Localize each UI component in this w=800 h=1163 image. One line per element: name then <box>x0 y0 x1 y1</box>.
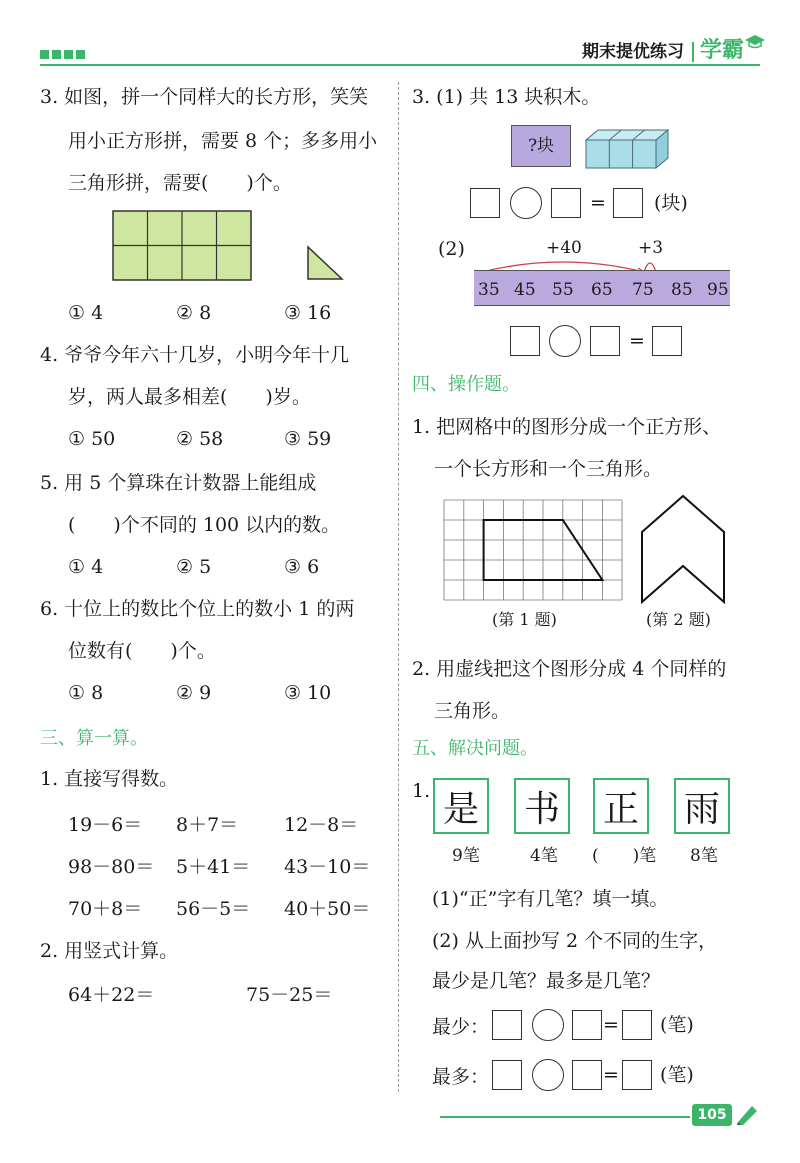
pencil-icon <box>734 1102 760 1126</box>
q6-line1: 6. 十位上的数比个位上的数小 1 的两 <box>40 598 355 620</box>
calc1-r1c2: 8＋7＝ <box>176 814 239 836</box>
op1-line2: 一个长方形和一个三角形。 <box>434 458 663 480</box>
section-4-heading: 四、操作题。 <box>412 374 520 395</box>
calc1-r1c1: 19－6＝ <box>68 814 143 836</box>
calc2-item-1: 64＋22＝ <box>68 984 155 1006</box>
q4-option-3[interactable]: ③ 59 <box>284 428 332 450</box>
calc1-r2c3: 43－10＝ <box>284 856 371 878</box>
stroke-count-shu: 4笔 <box>530 846 558 866</box>
r-q3-line1: 3. (1) 共 13 块积木。 <box>412 86 601 108</box>
unit-strokes-max: (笔) <box>660 1064 694 1086</box>
solve1-sub2b: 最少是几笔？最多是几笔？ <box>432 970 661 992</box>
footer-line <box>440 1116 690 1118</box>
calc1-r3c3: 40＋50＝ <box>284 898 371 920</box>
q3-line1: 3. 如图，拼一个同样大的长方形，笑笑 <box>40 86 369 108</box>
operator-circle[interactable] <box>532 1059 564 1091</box>
header-decor <box>40 50 49 59</box>
stroke-count-shi: 9笔 <box>452 846 480 866</box>
header-line <box>40 64 760 66</box>
q6-option-1[interactable]: ① 8 <box>68 682 104 704</box>
solve1-number: 1. <box>412 780 431 802</box>
calc1-r3c1: 70＋8＝ <box>68 898 143 920</box>
answer-box[interactable] <box>572 1060 602 1090</box>
unknown-block <box>511 125 571 167</box>
char-box-yu: 雨 <box>674 778 730 834</box>
part2-label: (2) <box>438 238 465 260</box>
header-title: 期末提优练习 <box>582 42 684 62</box>
answer-box[interactable] <box>572 1010 602 1040</box>
q6-line2: 位数有( )个。 <box>68 640 216 662</box>
solve1-sub2a: (2) 从上面抄写 2 个不同的生字， <box>432 930 718 952</box>
stroke-count-zheng[interactable]: ( )笔 <box>592 846 657 866</box>
q3-line2: 用小正方形拼，需要 8 个；多多用小 <box>68 130 378 152</box>
page-number-badge <box>692 1104 732 1126</box>
op2-line2: 三角形。 <box>434 700 511 722</box>
answer-box[interactable] <box>622 1060 652 1090</box>
answer-box[interactable] <box>510 326 540 356</box>
answer-box[interactable] <box>470 188 500 218</box>
q4-line2: 岁，两人最多相差( )岁。 <box>68 386 311 408</box>
section-5-heading: 五、解决问题。 <box>412 738 538 759</box>
rectangle-grid-figure <box>112 210 252 282</box>
answer-box[interactable] <box>492 1060 522 1090</box>
equals-sign: = <box>603 1064 619 1086</box>
caption-fig1: (第 1 题) <box>492 610 557 629</box>
answer-box[interactable] <box>492 1010 522 1040</box>
ruler-label-65: 65 <box>591 280 613 300</box>
answer-box[interactable] <box>551 188 581 218</box>
max-label: 最多： <box>432 1066 490 1088</box>
ruler-label-35: 35 <box>478 280 500 300</box>
operator-circle[interactable] <box>510 187 542 219</box>
q6-option-3[interactable]: ③ 10 <box>284 682 332 704</box>
unit-strokes-min: (笔) <box>660 1014 694 1036</box>
caption-fig2: (第 2 题) <box>646 610 711 629</box>
unknown-block-label: ?块 <box>527 135 555 156</box>
page-number: 105 <box>697 1107 727 1123</box>
header <box>0 0 800 70</box>
operator-circle[interactable] <box>532 1009 564 1041</box>
calc1-title: 1. 直接写得数。 <box>40 768 179 790</box>
operator-circle[interactable] <box>549 325 581 357</box>
q4-line1: 4. 爷爷今年六十几岁，小明今年十几 <box>40 344 350 366</box>
equals-sign: = <box>590 192 606 214</box>
char-box-zheng: 正 <box>593 778 649 834</box>
calc1-r2c1: 98－80＝ <box>68 856 155 878</box>
chevron-shape-figure[interactable] <box>640 494 726 604</box>
answer-box[interactable] <box>590 326 620 356</box>
q5-option-3[interactable]: ③ 6 <box>284 556 320 578</box>
char-box-shu: 书 <box>514 778 570 834</box>
op2-line1: 2. 用虚线把这个图形分成 4 个同样的 <box>412 658 727 680</box>
ruler-label-85: 85 <box>671 280 693 300</box>
unit-blocks: (块) <box>654 192 688 214</box>
ruler-label-55: 55 <box>552 280 574 300</box>
equals-sign: = <box>629 330 645 352</box>
graduation-cap-icon <box>744 34 766 50</box>
char-box-shi: 是 <box>433 778 489 834</box>
answer-box[interactable] <box>622 1010 652 1040</box>
q5-option-1[interactable]: ① 4 <box>68 556 104 578</box>
ruler-label-45: 45 <box>514 280 536 300</box>
ruler-label-95: 95 <box>707 280 729 300</box>
column-divider <box>398 82 399 1092</box>
calc1-r2c2: 5＋41＝ <box>176 856 251 878</box>
ruler-label-75: 75 <box>632 280 654 300</box>
stroke-count-yu: 8笔 <box>690 846 718 866</box>
brand-logo: 学霸 <box>700 38 745 63</box>
q4-option-1[interactable]: ① 50 <box>68 428 116 450</box>
q5-line2: ( )个不同的 100 以内的数。 <box>68 514 341 536</box>
q6-option-2[interactable]: ② 9 <box>176 682 212 704</box>
triangle-figure <box>306 245 344 281</box>
section-3-heading: 三、算一算。 <box>40 728 148 749</box>
q3-option-3[interactable]: ③ 16 <box>284 302 332 324</box>
min-label: 最少： <box>432 1016 490 1038</box>
q4-option-2[interactable]: ② 58 <box>176 428 224 450</box>
equals-sign: = <box>603 1014 619 1036</box>
answer-box[interactable] <box>613 188 643 218</box>
q3-line3: 三角形拼，需要( )个。 <box>68 172 292 194</box>
calc2-title: 2. 用竖式计算。 <box>40 940 179 962</box>
cube-blocks-figure <box>584 128 670 170</box>
q5-option-2[interactable]: ② 5 <box>176 556 212 578</box>
op1-line1: 1. 把网格中的图形分成一个正方形、 <box>412 416 722 438</box>
calc1-r1c3: 12－8＝ <box>284 814 359 836</box>
arc-label-plus40: +40 <box>546 238 582 258</box>
q5-line1: 5. 用 5 个算珠在计数器上能组成 <box>40 472 317 494</box>
calc1-r3c2: 56－5＝ <box>176 898 251 920</box>
grid-figure[interactable] <box>442 498 624 602</box>
arc-label-plus3: +3 <box>638 238 664 258</box>
q3-option-2[interactable]: ② 8 <box>176 302 212 324</box>
calc2-item-2: 75－25＝ <box>246 984 333 1006</box>
solve1-sub1: (1)“正”字有几笔？填一填。 <box>432 888 669 910</box>
answer-box[interactable] <box>652 326 682 356</box>
q3-option-1[interactable]: ① 4 <box>68 302 104 324</box>
